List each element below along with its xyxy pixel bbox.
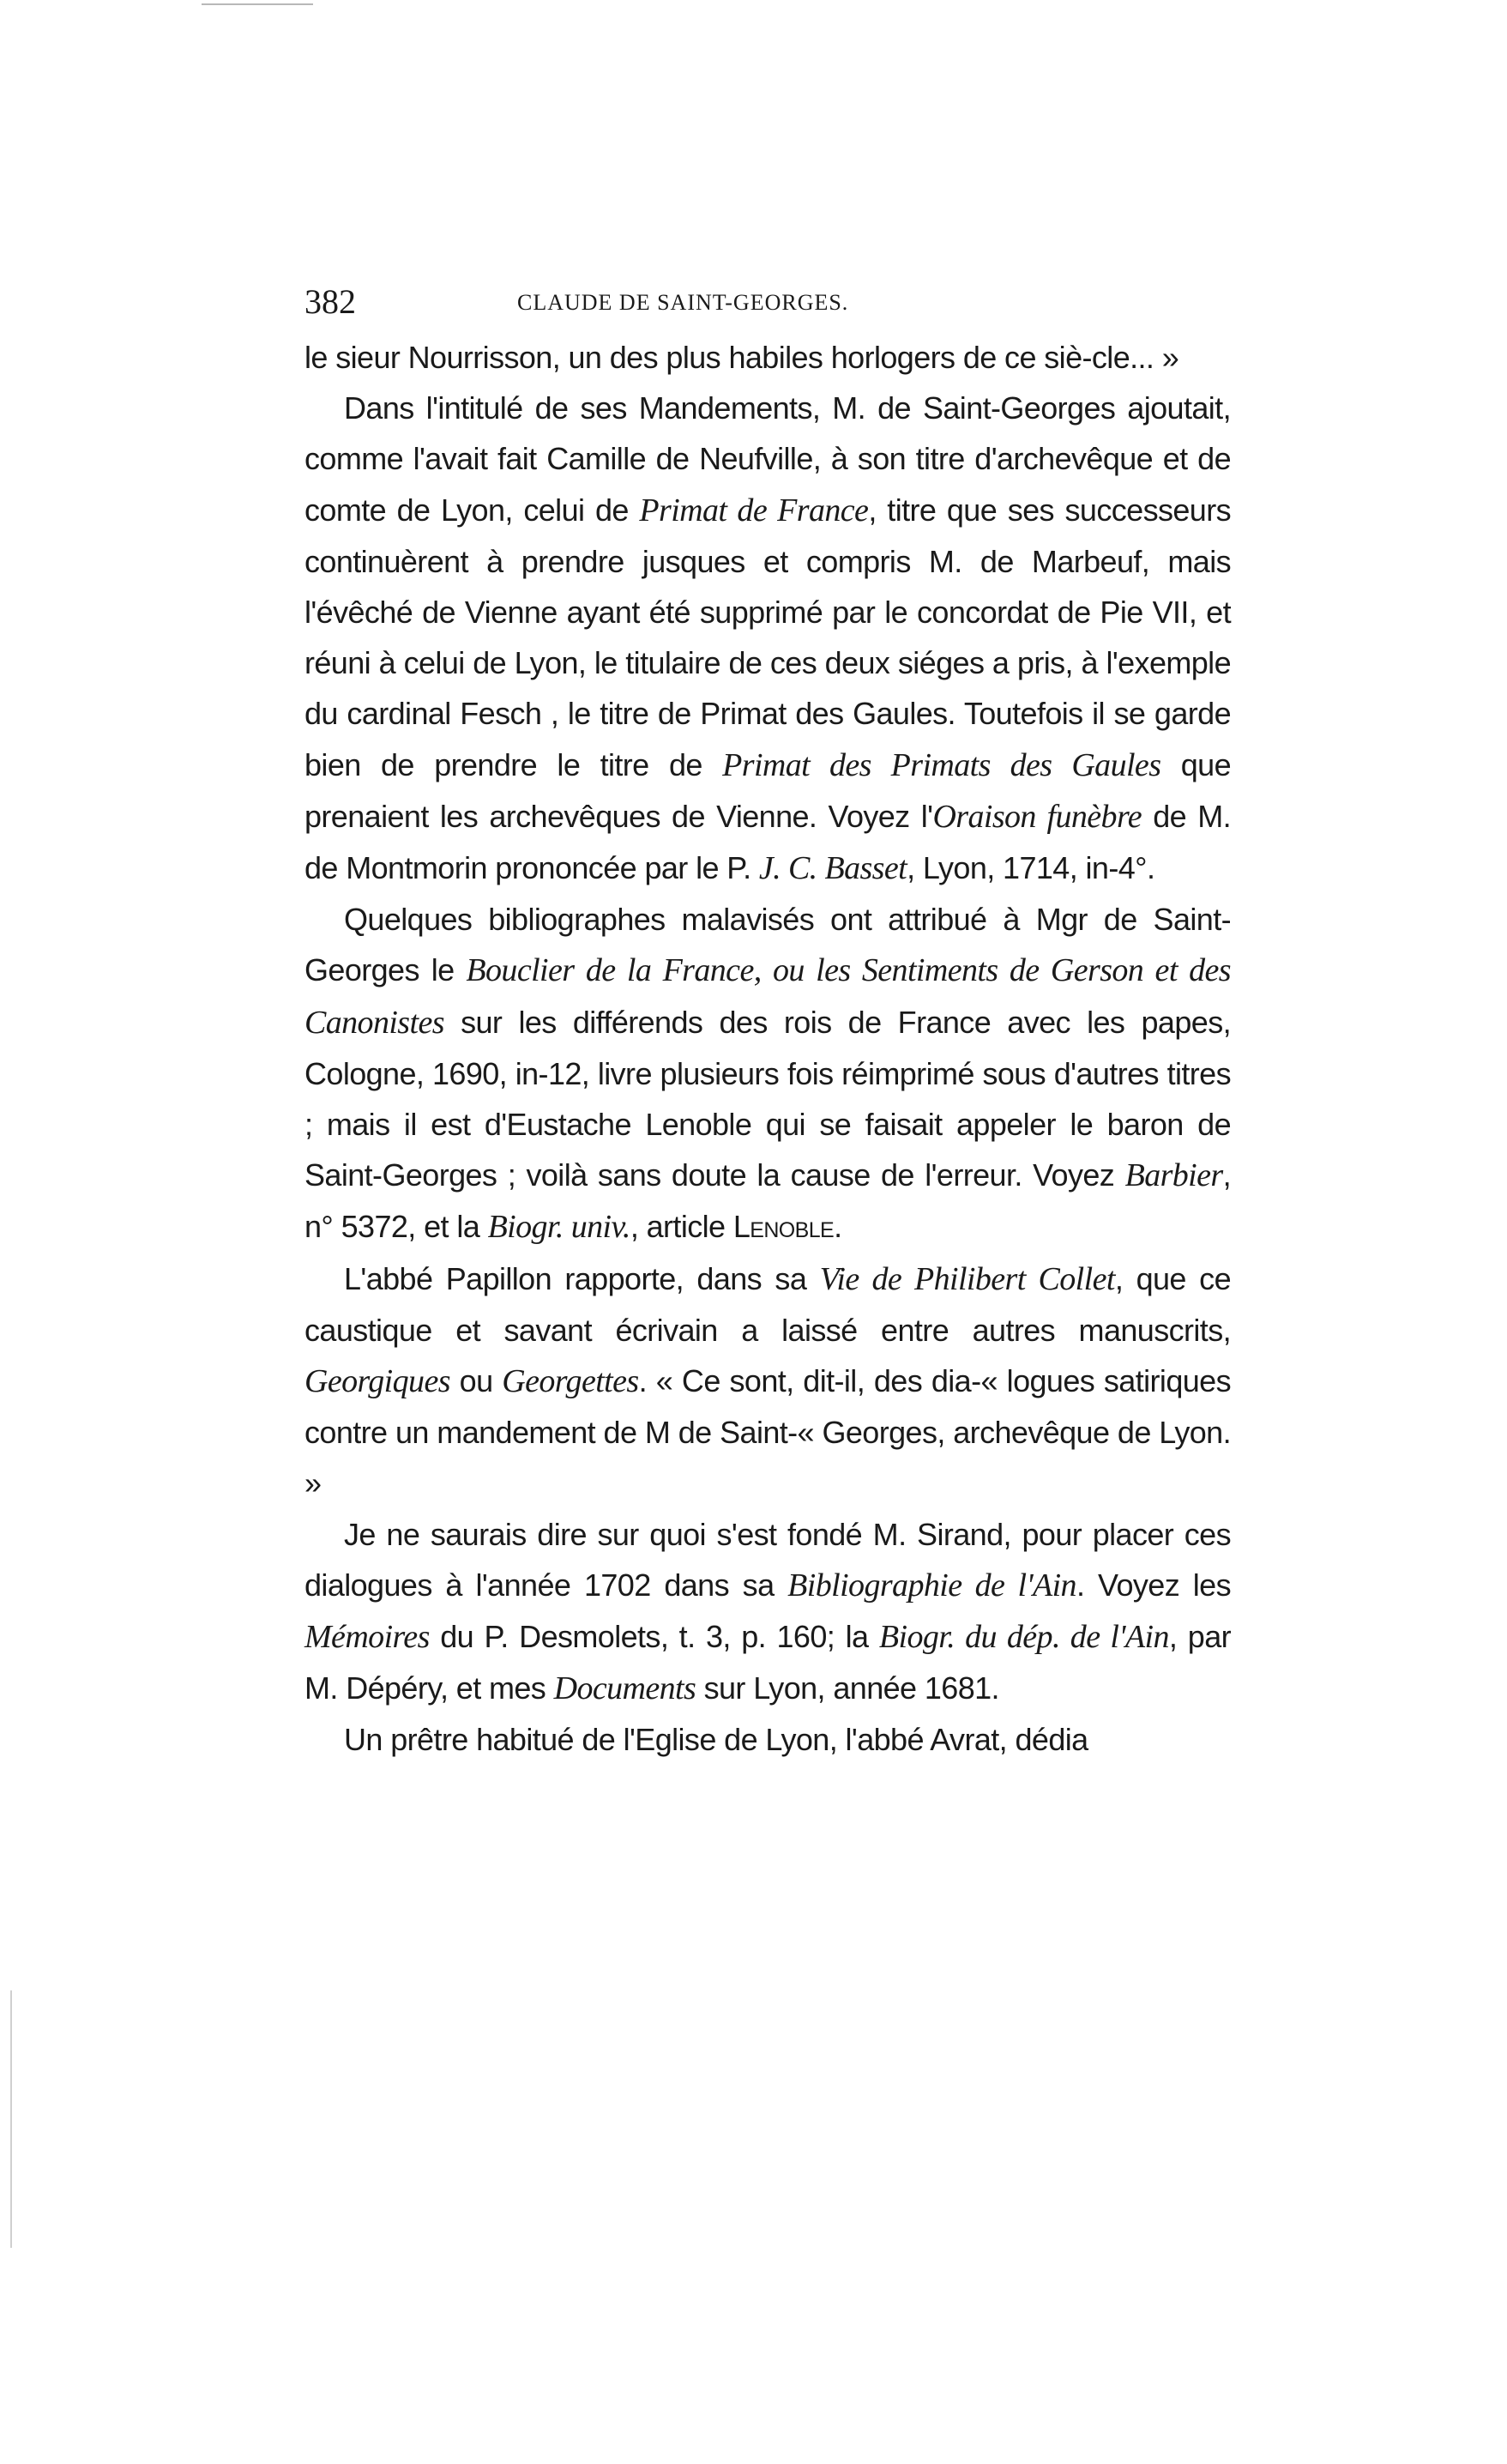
- text-run: que prenaient les archevêques de Vienne. Voyez l': [304, 746, 1232, 834]
- text-run: de M. de Montmorin prononcée par le P.: [304, 798, 1232, 886]
- italic-text: Biogr. du dép. de l'Ain: [878, 1619, 1169, 1656]
- running-head: CLAUDE DE SAINT-GEORGES.: [517, 290, 849, 315]
- text-run: Je ne saurais dire sur quoi s'est fondé M. Sirand, pour placer ces dialogues à l'année 1702 dans sa: [304, 1516, 1231, 1603]
- page-number: 382: [304, 282, 356, 321]
- text-run: , par M. Dépéry, et mes: [304, 1619, 1232, 1706]
- paragraph: [304, 1509, 1231, 1715]
- italic-text: Biogr. univ.: [487, 1209, 630, 1246]
- italic-text: Primat de France: [639, 492, 869, 528]
- italic-text: Barbier: [1124, 1157, 1223, 1194]
- text-run: sur Lyon, année 1681.: [696, 1670, 999, 1706]
- text-run: . Voyez les: [1076, 1567, 1232, 1603]
- paragraph: [304, 332, 1231, 383]
- italic-text: Bouclier de la France, ou les Sentiments de Gerson et des Canonistes: [304, 952, 1231, 1041]
- italic-text: Bibliographie de l'Ain: [787, 1567, 1076, 1603]
- italic-text: Oraison funèbre: [932, 798, 1142, 835]
- text-run: . « Ce sont, dit-il, des dia-« logues satiriques contre un mandement de M de Saint-« Georges, archevêque de Lyon. »: [304, 1363, 1231, 1501]
- paragraph: [304, 1714, 1231, 1765]
- text-run: L'abbé Papillon rapporte, dans sa: [344, 1260, 820, 1296]
- paragraph: [304, 894, 1231, 1253]
- italic-text: Georgettes: [502, 1363, 639, 1400]
- text-run: ou: [449, 1363, 503, 1399]
- text-run: , n° 5372, et la: [304, 1157, 1231, 1245]
- italic-text: Primat des Primats des Gaules: [722, 746, 1161, 783]
- text-run: , article: [630, 1209, 733, 1245]
- italic-text: Mémoires: [304, 1619, 430, 1656]
- italic-text: J. C. Basset: [758, 850, 907, 887]
- text-run: Quelques bibliographes malavisés ont attribué à Mgr de Saint-Georges le: [304, 902, 1231, 988]
- top-edge-rule: [202, 3, 313, 5]
- text-run: le sieur Nourrisson, un des plus habiles horlogers de ce siè-cle... »: [304, 340, 1179, 375]
- text-run: .: [834, 1209, 842, 1245]
- paragraph: [304, 383, 1231, 894]
- paragraph: [304, 1253, 1231, 1509]
- body-text: [304, 332, 1231, 1766]
- italic-text: Georgiques: [304, 1363, 450, 1400]
- small-caps-text: Lenoble: [732, 1209, 835, 1245]
- text-run: Un prêtre habitué de l'Eglise de Lyon, l'abbé Avrat, dédia: [344, 1722, 1088, 1758]
- text-run: sur les différends des rois de France avec les papes, Cologne, 1690, in-12, livre plusieurs fois réimprimé sous d'autres titres ; mais il est d'Eustache Lenoble qui se faisait appeler le baron de Saint-Georges ; voilà sans doute la cause de l'erreur. Voyez: [304, 1004, 1231, 1193]
- page-header: [304, 281, 1231, 323]
- left-margin-mark: [10, 1990, 12, 2248]
- text-run: Dans l'intitulé de ses Mandements, M. de Saint-Georges ajoutait, comme l'avait fait Camille de Neufville, à son titre d'archevêque et de comte de Lyon, celui de: [304, 390, 1231, 528]
- italic-text: Documents: [553, 1670, 696, 1707]
- text-run: du P. Desmolets, t. 3, p. 160; la: [429, 1619, 879, 1655]
- text-run: , que ce caustique et savant écrivain a laissé entre autres manuscrits,: [304, 1260, 1231, 1348]
- text-run: , titre que ses successeurs continuèrent à prendre jusques et compris M. de Marbeuf, mais l'évêché de Vienne ayant été supprimé par le concordat de Pie VII, et réuni à celui de Lyon, le titulaire de ces deux siéges a pris, à l'exemple du cardinal Fesch , le titre de Primat des Gaules. Toutefois il se garde bien de prendre le titre de: [304, 492, 1232, 782]
- italic-text: Vie de Philibert Collet: [819, 1260, 1115, 1297]
- text-run: , Lyon, 1714, in-4°.: [907, 850, 1155, 886]
